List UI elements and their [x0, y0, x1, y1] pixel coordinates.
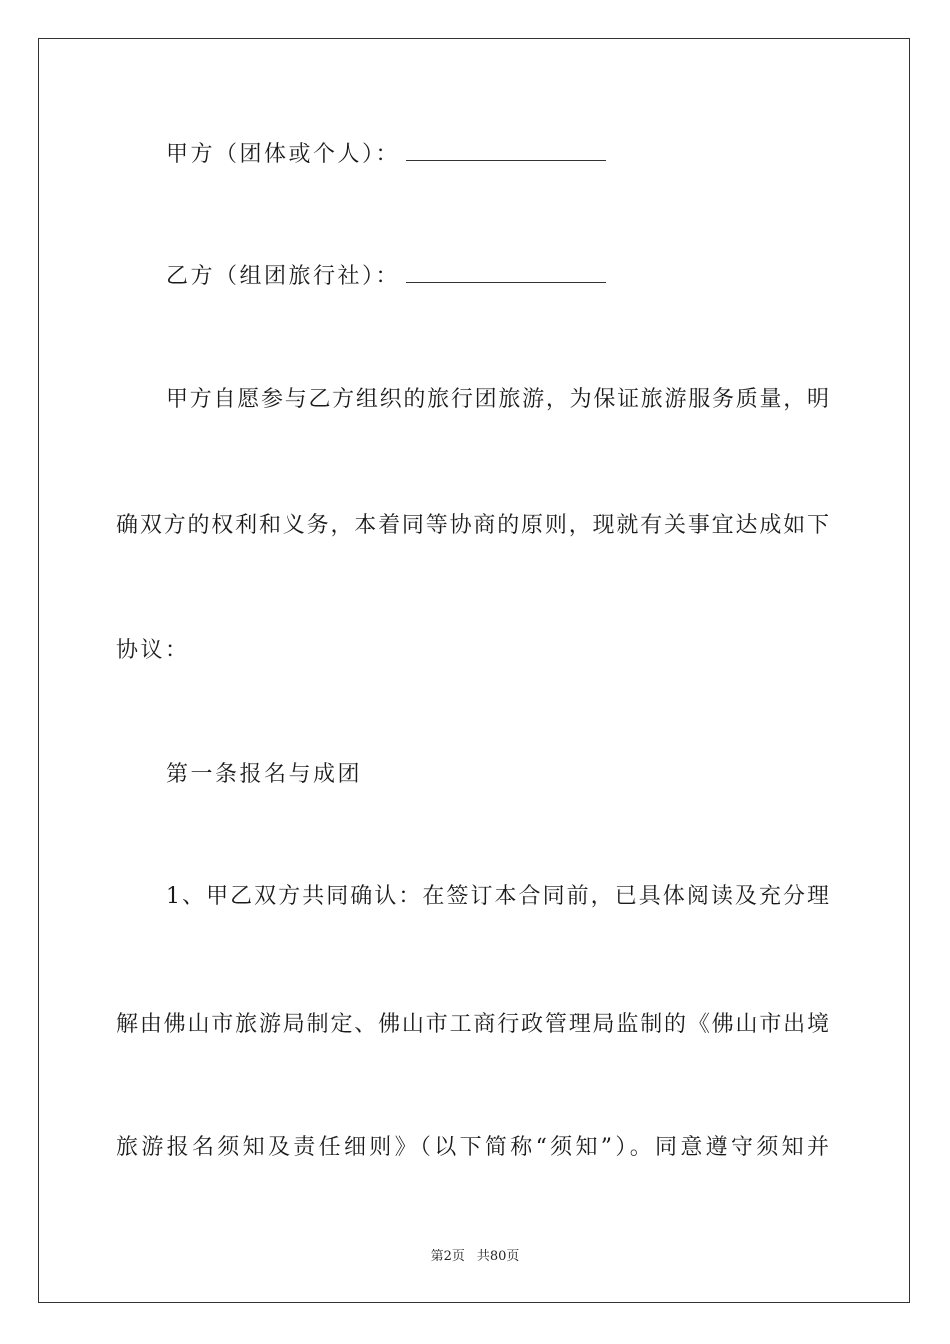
party-b-label: 乙方（组团旅行社）： — [166, 264, 401, 289]
paragraph2-line1: 1、甲乙双方共同确认：在签订本合同前，已具体阅读及充分理 — [166, 884, 830, 909]
party-a-blank[interactable] — [406, 142, 606, 161]
page-number-total: 共80页 — [476, 1249, 520, 1264]
party-b-line — [166, 262, 606, 292]
paragraph1-line3: 协议： — [116, 638, 190, 663]
paragraph1-line1: 甲方自愿参与乙方组织的旅行团旅游，为保证旅游服务质量，明 — [166, 387, 830, 412]
party-a-label: 甲方（团体或个人）： — [166, 142, 401, 167]
paragraph2-line3: 旅游报名须知及责任细则》（以下简称“须知”）。同意遵守须知并 — [116, 1135, 830, 1160]
page-number-current: 第2页 — [430, 1249, 465, 1264]
paragraph2-line2: 解由佛山市旅游局制定、佛山市工商行政管理局监制的《佛山市出境 — [116, 1012, 830, 1037]
page-footer — [0, 1245, 950, 1264]
party-b-blank[interactable] — [406, 264, 606, 283]
article1-title: 第一条报名与成团 — [166, 762, 363, 787]
page-border — [38, 38, 910, 1303]
paragraph1-line2: 确双方的权利和义务，本着同等协商的原则，现就有关事宜达成如下 — [116, 513, 830, 538]
party-a-line — [166, 140, 606, 170]
